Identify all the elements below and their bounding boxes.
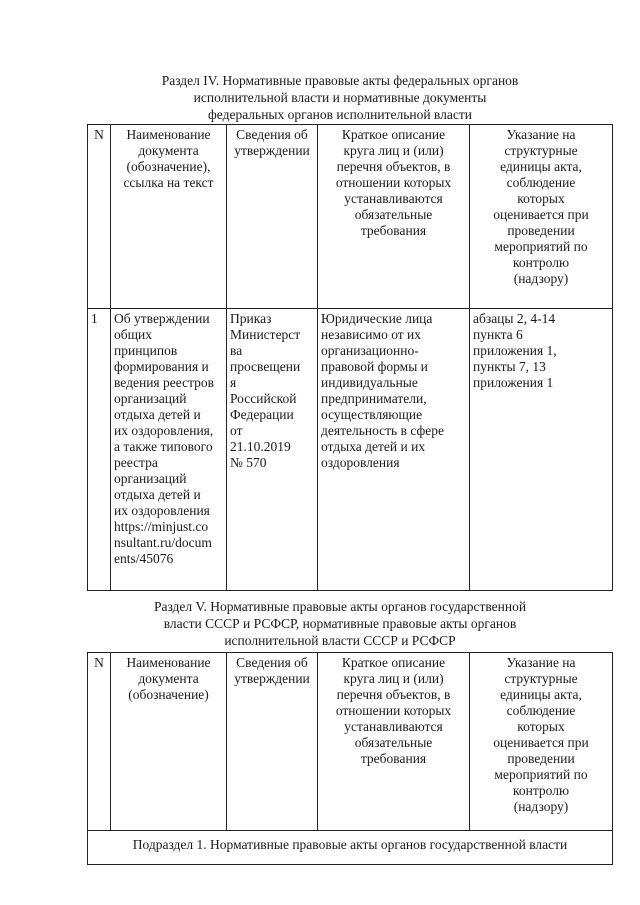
cell-line: nsultant.ru/docum [114,535,212,550]
cell-line: утверждении [234,143,310,158]
cell-line: круга лиц и (или) [343,143,444,158]
cell-line: организаций [114,471,187,486]
header-name [111,125,227,309]
cell-line: отношении которых [335,703,452,718]
section-4-heading [60,72,620,123]
row-name [111,309,227,591]
cell-line: перечня объектов, в [336,159,451,174]
cell-line: Приказ [230,311,272,326]
cell-line: принципов [114,343,178,358]
cell-line: Указание на [506,655,576,670]
heading-line: федеральных органов исполнительной власти [208,107,472,122]
cell-line: проведении [507,223,575,238]
cell-line: документа [138,671,199,686]
section-4-header-row [88,125,613,309]
cell-line: отдыха детей и [114,487,201,502]
cell-line: Министерст [230,327,301,342]
heading-line: Раздел IV. Нормативные правовые акты федеральных органов [161,73,519,88]
header-approval [227,653,318,831]
row-approval [227,309,318,591]
heading-line: Раздел V. Нормативные правовые акты органов государственной [153,599,527,614]
section-5-header-row [88,653,613,831]
cell-line: которых [517,191,565,206]
cell-line: Указание на [506,127,576,142]
cell-line: 21.10.2019 [230,439,291,454]
cell-line: соблюдение [506,175,576,190]
cell-line: Юридические лица [321,311,433,326]
cell-line: документа [138,143,199,158]
header-units [470,653,613,831]
cell-line: (надзору) [513,799,569,814]
cell-line: от [230,423,243,438]
header-name [111,653,227,831]
cell-line: утверждении [234,671,310,686]
section-5-heading [60,598,620,649]
cell-line: № 570 [230,455,267,470]
cell-line: единицы акта, [500,159,582,174]
heading-line: исполнительной власти СССР и РСФСР [224,633,456,648]
cell-line: перечня объектов, в [336,687,451,702]
cell-line: Российской [230,391,297,406]
cell-line: мероприятий по [494,239,588,254]
cell-line: независимо от их [321,327,422,342]
cell-line: просвещени [230,359,301,374]
cell-line: обязательные [354,735,433,750]
cell-line: ведения реестров [114,375,215,390]
cell-line: требования [360,751,427,766]
cell-line: деятельность в сфере [321,423,444,438]
header-num: N [88,653,111,831]
cell-line: а также типового [114,439,213,454]
row-num: 1 [88,309,111,591]
cell-line: предприниматели, [321,391,427,406]
cell-line: мероприятий по [494,767,588,782]
cell-line: устанавливаются [344,719,443,734]
heading-line: исполнительной власти и нормативные документы [193,90,487,105]
cell-line: их оздоровления, [114,423,214,438]
cell-line: оценивается при [493,735,589,750]
cell-line: https://minjust.co [114,519,209,534]
cell-line: круга лиц и (или) [343,671,444,686]
section-4-table [87,124,613,591]
cell-line: отношении которых [335,175,452,190]
cell-line: Наименование [126,127,211,142]
cell-line: формирования и [114,359,209,374]
cell-line: осуществляющие [321,407,423,422]
cell-line: структурные [504,671,578,686]
table-row [88,309,613,591]
cell-line: ва [230,343,243,358]
cell-line: проведении [507,751,575,766]
header-units [470,125,613,309]
cell-line: Федерации [230,407,294,422]
cell-line: приложения 1 [473,375,554,390]
cell-line: (обозначение), [126,159,211,174]
cell-line: оценивается при [493,207,589,222]
cell-line: отдыха детей и [114,407,201,422]
cell-line: устанавливаются [344,191,443,206]
cell-line: пункты 7, 13 [473,359,546,374]
cell-line: Краткое описание [341,655,446,670]
subsection-title: Подраздел 1. Нормативные правовые акты органов государственной власти [88,831,613,865]
cell-line: пункта 6 [473,327,523,342]
cell-line: ссылка на текст [123,175,214,190]
cell-line: структурные [504,143,578,158]
cell-line: которых [517,719,565,734]
cell-line: приложения 1, [473,343,557,358]
subsection-row [88,831,613,865]
cell-line: Наименование [126,655,211,670]
header-num: N [88,125,111,309]
cell-line: их оздоровления [114,503,210,518]
cell-line: (обозначение) [128,687,209,702]
cell-line: отдыха детей и их [321,439,426,454]
cell-line: Об утверждении [114,311,210,326]
cell-line: соблюдение [506,703,576,718]
cell-line: оздоровления [321,455,400,470]
header-approval [227,125,318,309]
cell-line: организационно- [321,343,419,358]
row-description [318,309,470,591]
cell-line: Сведения об [236,655,308,670]
cell-line: ents/45076 [114,551,174,566]
cell-line: правовой формы и [321,359,428,374]
cell-line: организаций [114,391,187,406]
header-description [318,653,470,831]
heading-line: власти СССР и РСФСР, нормативные правовые акты органов [163,616,517,631]
cell-line: Краткое описание [341,127,446,142]
cell-line: Сведения об [236,127,308,142]
cell-line: я [230,375,237,390]
row-units [470,309,613,591]
cell-line: реестра [114,455,158,470]
cell-line: единицы акта, [500,687,582,702]
cell-line: контролю [512,255,570,270]
cell-line: индивидуальные [321,375,418,390]
cell-line: контролю [512,783,570,798]
cell-line: (надзору) [513,271,569,286]
header-description [318,125,470,309]
section-5-table [87,652,613,865]
cell-line: обязательные [354,207,433,222]
cell-line: требования [360,223,427,238]
cell-line: общих [114,327,152,342]
cell-line: абзацы 2, 4-14 [473,311,556,326]
